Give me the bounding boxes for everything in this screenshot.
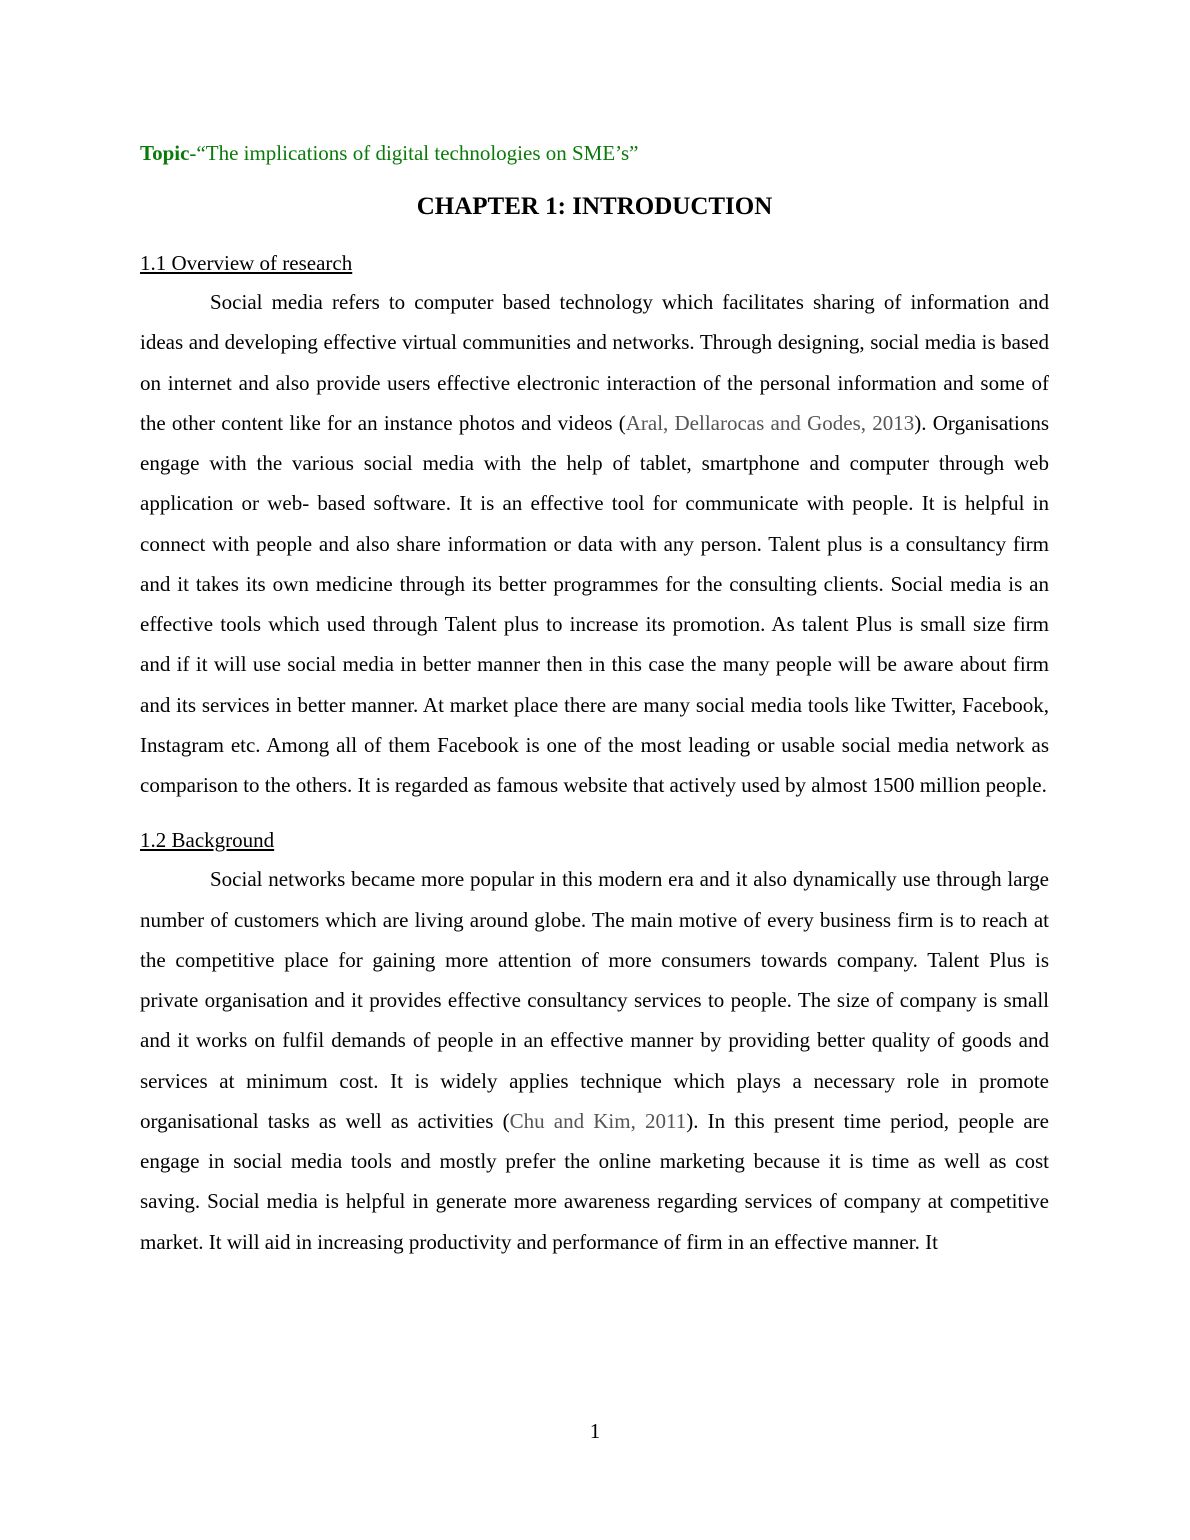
paragraph-text: ). Organisations engage with the various social media with the help of tablet, smartphone and computer through web application or web- based software. It is an effective tool for communicate with people. It is helpful in connect with people and also share information or data with any person. Talent plus is a consultancy firm and it takes its own medicine through its better programmes for the consulting clients. Social media is an effective tools which used through Talent plus to increase its promotion. As talent Plus is small size firm and if it will use social media in better manner then in this case the many people will be aware about firm and its services in better manner. At market place there are many social media tools like Twitter, Facebook, Instagram etc. Among all of them Facebook is one of the most leading or usable social media network as comparison to the others. It is regarded as famous website that actively used by almost 1500 million people. (140, 410, 1049, 797)
paragraph-overview (140, 282, 1049, 805)
paragraph-text: Social media refers to computer based technology which facilitates sharing of information and ideas and developing effective virtual communities and networks. Through designing, social media is based on internet and also provide users effective electronic interaction of the personal information and some of the other content like for an instance photos and videos ( (140, 290, 1049, 435)
paragraph-text: Social networks became more popular in this modern era and it also dynamically use through large number of customers which are living around globe. The main motive of every business firm is to reach at the competitive place for gaining more attention of more consumers towards company. Talent Plus is private organisation and it provides effective consultancy services to people. The size of company is small and it works on fulfil demands of people in an effective manner by providing better quality of goods and services at minimum cost. It is widely applies technique which plays a necessary role in promote organisational tasks as well as activities ( (140, 867, 1049, 1133)
citation: Chu and Kim, 2011 (509, 1108, 687, 1133)
paragraph-text: ). In this present time period, people are engage in social media tools and mostly prefer the online marketing because it is time as well as cost saving. Social media is helpful in generate more awareness regarding services of company at competitive market. It will aid in increasing productivity and performance of firm in an effective manner. It (140, 1108, 1049, 1254)
citation: Aral, Dellarocas and Godes, 2013 (625, 410, 915, 435)
page-number: 1 (589, 1419, 601, 1443)
section-heading-overview: 1.1 Overview of research (140, 251, 353, 275)
topic-label: Topic (140, 141, 190, 165)
section-heading-background: 1.2 Background (140, 828, 275, 853)
document-page (140, 136, 1049, 1262)
paragraph-background (140, 859, 1049, 1262)
topic-text: -“The implications of digital technologies on SME’s” (189, 141, 639, 165)
chapter-title: CHAPTER 1: INTRODUCTION (416, 193, 773, 220)
topic-line (140, 136, 1049, 170)
